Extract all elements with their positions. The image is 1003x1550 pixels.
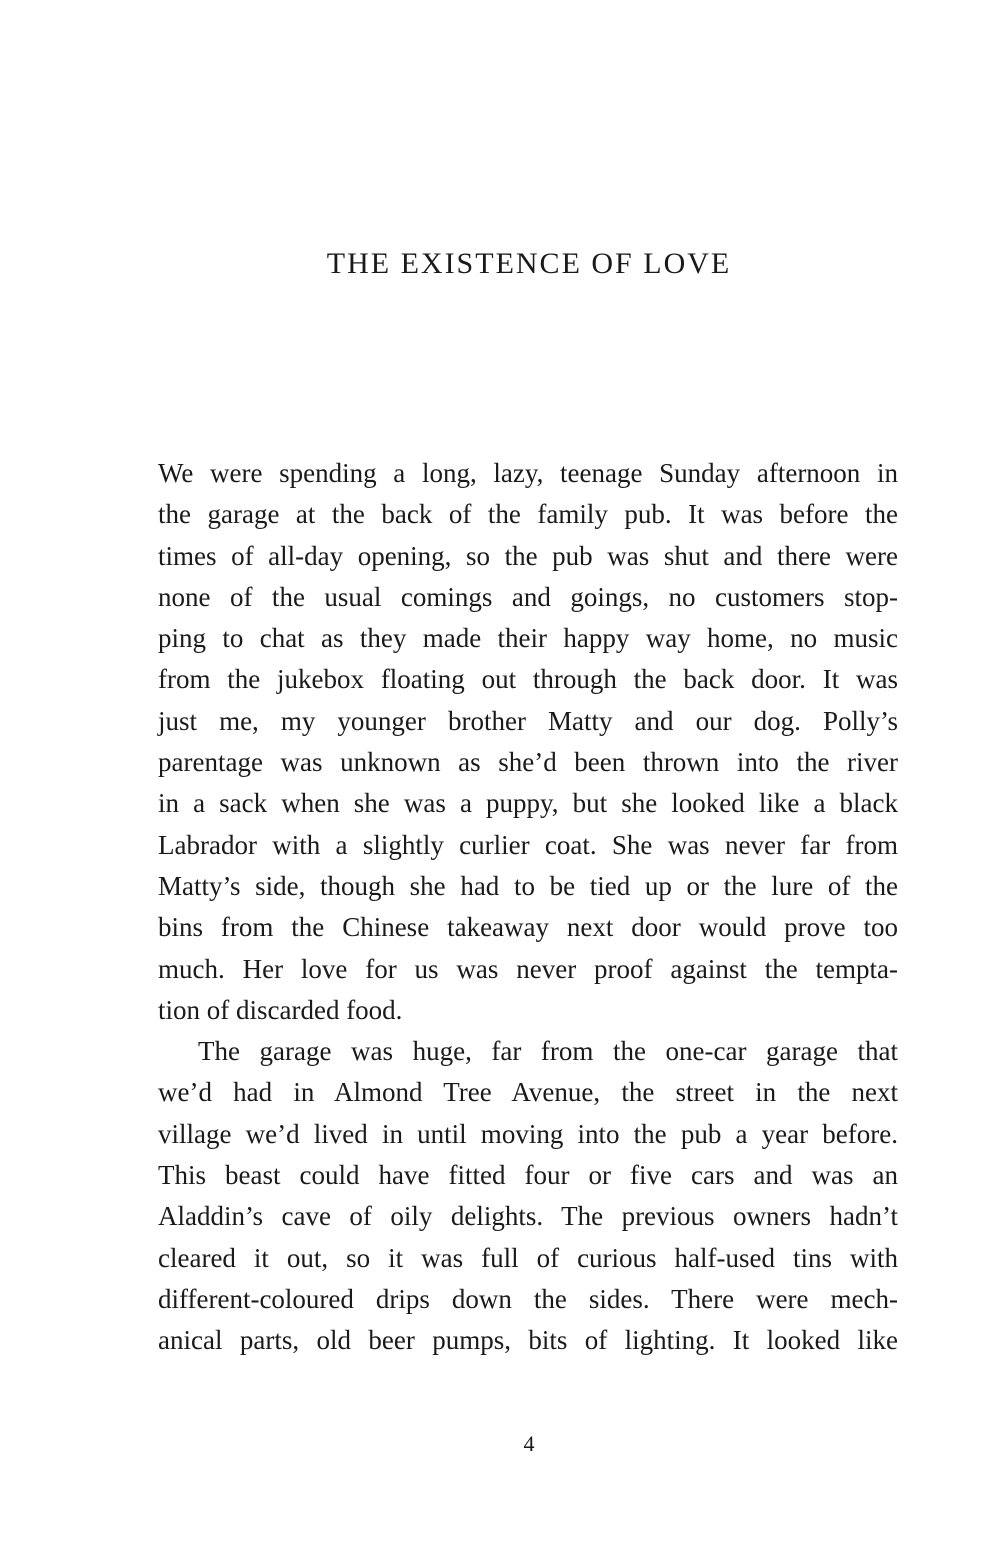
text-line: times of all-day opening, so the pub was shut and there were <box>158 540 898 571</box>
text-line: This beast could have fitted four or five cars and was an <box>158 1160 898 1191</box>
text-line: bins from the Chinese takeaway next door would prove too <box>158 912 898 943</box>
text-line: Matty’s side, though she had to be tied up or the lure of the <box>158 870 898 901</box>
text-line: The garage was huge, far from the one-car garage that <box>198 1036 898 1067</box>
paragraph-2 <box>158 1031 898 1361</box>
text-line: cleared it out, so it was full of curious half-used tins with <box>158 1242 898 1273</box>
paragraph-1 <box>158 453 898 1031</box>
page-number: 4 <box>523 1431 535 1456</box>
text-line: ping to chat as they made their happy way home, no music <box>158 623 898 654</box>
text-line: just me, my younger brother Matty and our dog. Polly’s <box>158 705 898 736</box>
text-line: from the jukebox floating out through the back door. It was <box>158 664 898 695</box>
body-text <box>158 453 898 1362</box>
text-line: none of the usual comings and goings, no customers stop- <box>158 581 898 612</box>
text-line: Aladdin’s cave of oily delights. The previous owners hadn’t <box>158 1201 898 1232</box>
text-line: village we’d lived in until moving into the pub a year before. <box>158 1118 898 1149</box>
text-line: much. Her love for us was never proof against the tempta- <box>158 953 898 984</box>
chapter-title: THE EXISTENCE OF LOVE <box>326 247 732 280</box>
text-line: the garage at the back of the family pub. It was before the <box>158 499 898 530</box>
text-line: we’d had in Almond Tree Avenue, the street in the next <box>158 1077 898 1108</box>
text-line: Labrador with a slightly curlier coat. She was never far from <box>158 829 898 860</box>
text-line: different-coloured drips down the sides. There were mech- <box>158 1283 898 1314</box>
text-line: tion of discarded food. <box>158 994 403 1025</box>
text-line: We were spending a long, lazy, teenage Sunday afternoon in <box>158 458 898 488</box>
text-line: parentage was unknown as she’d been thrown into the river <box>158 747 898 778</box>
text-line: anical parts, old beer pumps, bits of lighting. It looked like <box>158 1325 898 1356</box>
text-line: in a sack when she was a puppy, but she looked like a black <box>158 788 898 819</box>
